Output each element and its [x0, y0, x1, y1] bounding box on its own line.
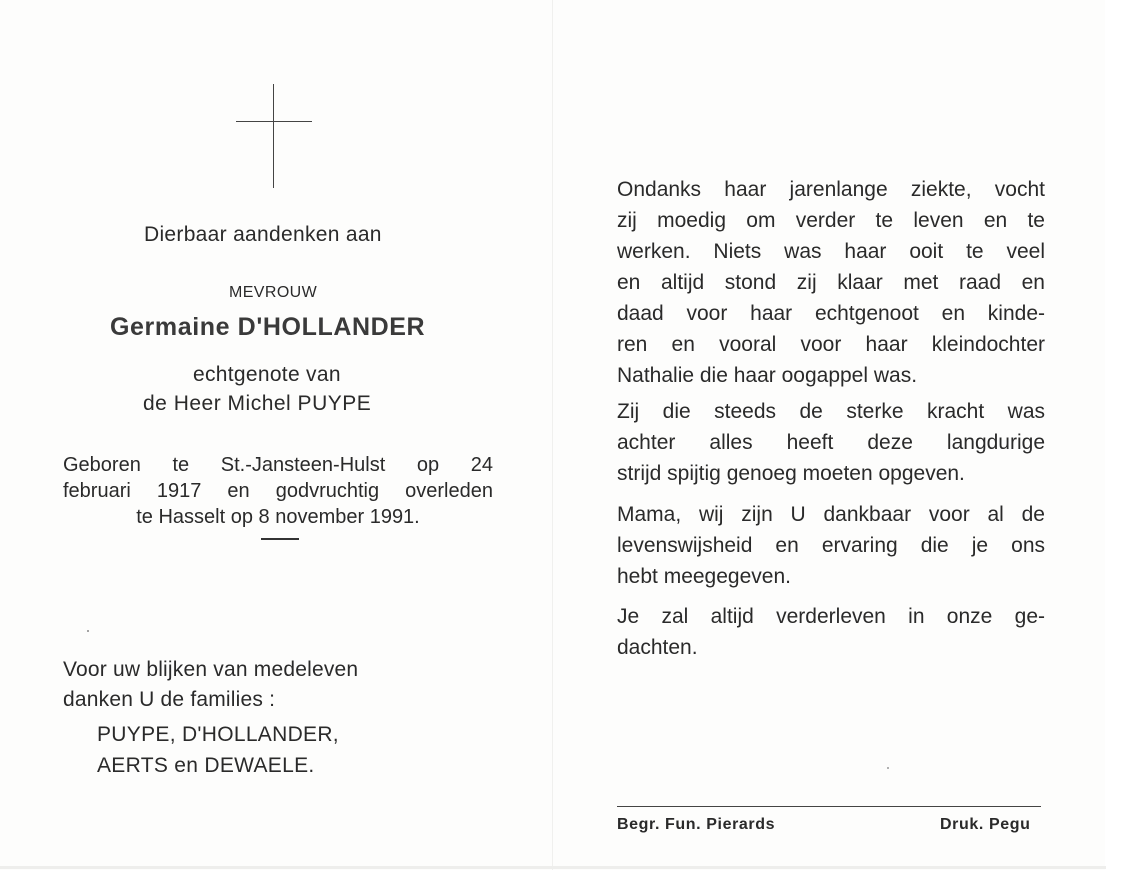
footer-divider [617, 806, 1041, 807]
paragraph-illness [617, 174, 1045, 391]
paragraph-line: dachten. [617, 636, 698, 659]
scan-margin [1106, 0, 1126, 889]
bio-line: te Hasselt op 8 november 1991. [136, 506, 420, 528]
paragraph-line: ren en vooral voor haar kleindochter [617, 333, 1045, 356]
paragraph-memory [617, 601, 1045, 663]
paragraph-line: Mama, wij zijn U dankbaar voor al de [617, 503, 1045, 526]
family-line: AERTS en DEWAELE. [97, 754, 315, 777]
bio-line: februari 1917 en godvruchtig overleden [63, 480, 493, 502]
paragraph-line: Nathalie die haar oogappel was. [617, 364, 918, 387]
bio-line: Geboren te St.-Jansteen-Hulst op 24 [63, 454, 493, 476]
print-speck [887, 767, 889, 769]
thanks-line: danken U de families : [63, 688, 276, 711]
spouse-name: de Heer Michel PUYPE [143, 392, 372, 415]
paragraph-strength [617, 396, 1045, 489]
paragraph-line: Je zal altijd verderleven in onze ge- [617, 605, 1045, 628]
family-names [97, 719, 339, 781]
card-fold-line [552, 0, 553, 870]
paragraph-line: daad voor haar echtgenoot en kinde- [617, 302, 1045, 325]
print-speck [87, 630, 89, 632]
printer-credit: Druk. Pegu [940, 816, 1031, 833]
paragraph-line: en altijd stond zij klaar met raad en [617, 271, 1045, 294]
thanks-line: Voor uw blijken van medeleven [63, 658, 359, 681]
paragraph-line: Ondanks haar jarenlange ziekte, vocht [617, 178, 1045, 201]
honorific: MEVROUW [229, 284, 318, 301]
paragraph-line: hebt meegegeven. [617, 565, 791, 588]
deceased-name: Germaine D'HOLLANDER [110, 313, 426, 341]
memorial-intro: Dierbaar aandenken aan [144, 223, 382, 246]
biography [63, 452, 493, 530]
spouse-label: echtgenote van [193, 363, 341, 386]
card-bottom-edge [0, 866, 1106, 869]
divider [261, 538, 299, 540]
family-line: PUYPE, D'HOLLANDER, [97, 723, 339, 746]
funeral-home-credit: Begr. Fun. Pierards [617, 816, 776, 833]
thanks-text [63, 655, 358, 715]
paragraph-line: werken. Niets was haar ooit te veel [617, 240, 1045, 263]
paragraph-line: levenswijsheid en ervaring die je ons [617, 534, 1045, 557]
cross-icon [236, 84, 312, 188]
paragraph-gratitude [617, 499, 1045, 592]
paragraph-line: achter alles heeft deze langdurige [617, 431, 1045, 454]
paragraph-line: Zij die steeds de sterke kracht was [617, 400, 1045, 423]
paragraph-line: zij moedig om verder te leven en te [617, 209, 1045, 232]
paragraph-line: strijd spijtig genoeg moeten opgeven. [617, 462, 965, 485]
